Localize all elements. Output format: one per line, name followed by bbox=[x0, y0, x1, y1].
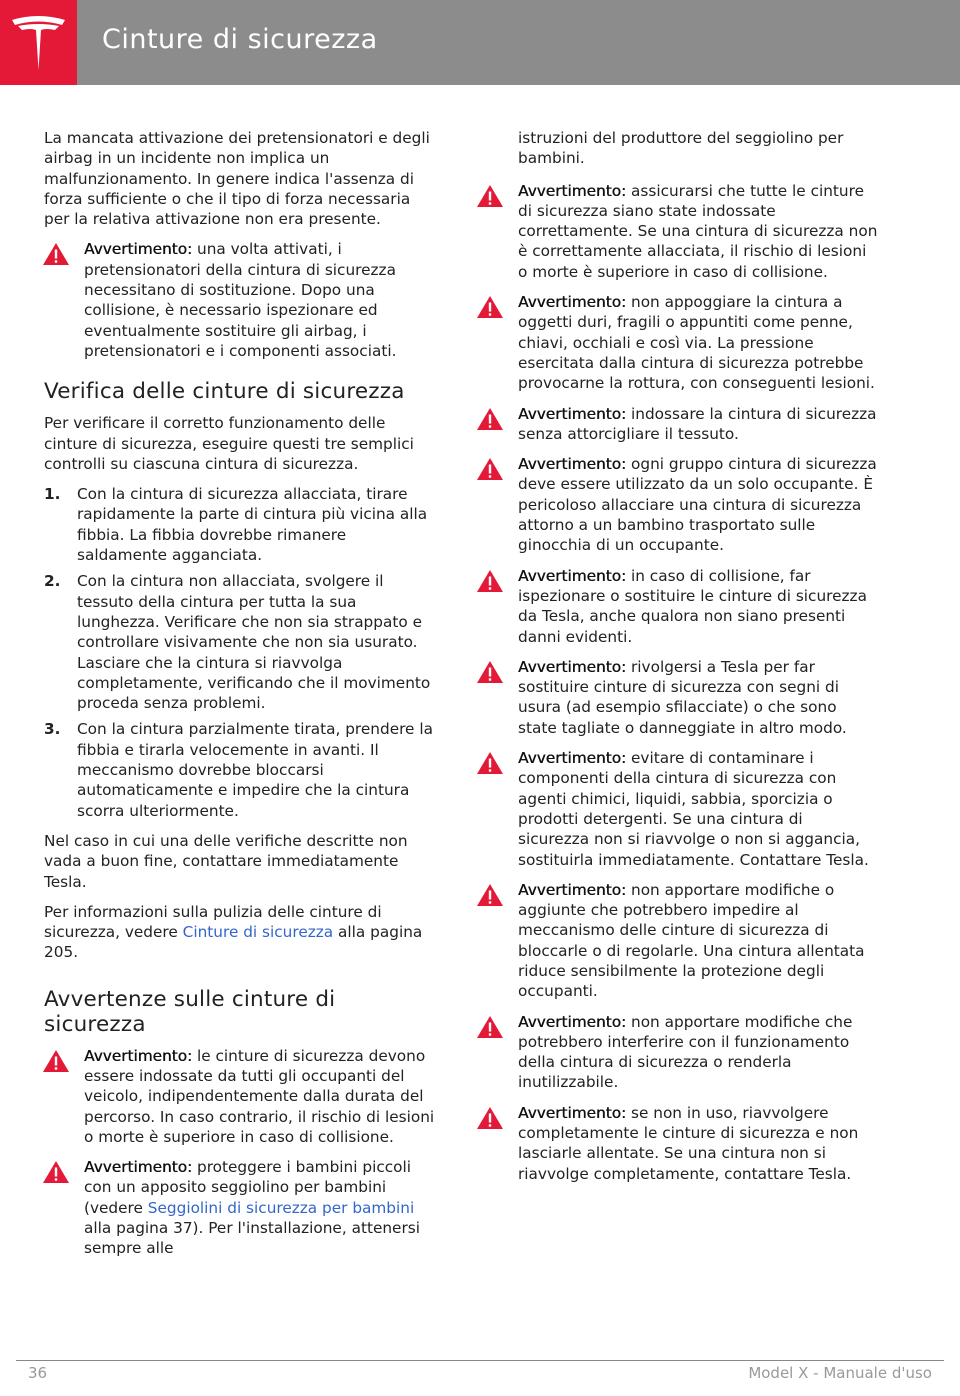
warning-label: Avvertimento: bbox=[84, 240, 193, 259]
warning-triangle-icon bbox=[477, 1016, 503, 1038]
warning-label: Avvertimento: bbox=[518, 404, 627, 423]
warning-text: non apportare modifiche che potrebbero interferire con il funzionamento della cintura di sicurezza o renderla inutilizzabile. bbox=[518, 1012, 853, 1092]
warning-label: Avvertimento: bbox=[518, 749, 627, 768]
warning-text: proteggere i bambini piccoli con un apposito seggiolino per bambini (vedere bbox=[84, 1158, 411, 1217]
warning-label: Avvertimento: bbox=[518, 181, 627, 200]
warning-block bbox=[478, 566, 878, 647]
warning-label: Avvertimento: bbox=[518, 880, 627, 899]
section-heading-avvertenze: Avvertenze sulle cinture di sicurezza bbox=[44, 986, 336, 1037]
warning-triangle-icon bbox=[477, 570, 503, 592]
steps-list bbox=[44, 484, 440, 821]
section-heading-verifica: Verifica delle cinture di sicurezza bbox=[44, 379, 405, 405]
list-item bbox=[44, 484, 440, 565]
warning-triangle-icon bbox=[477, 408, 503, 430]
warning-text: se non in uso, riavvolgere completamente le cinture di sicurezza e non lasciarle allentate. Se una cintura non si riavvolge completamente, contattare Tesla. bbox=[518, 1103, 859, 1183]
warning-triangle-icon bbox=[477, 185, 503, 207]
right-column bbox=[478, 128, 878, 1194]
warning-block bbox=[478, 181, 878, 282]
warning-text: in caso di collisione, far ispezionare o sostituire le cinture di sicurezza da Tesla, anche qualora non siano presenti danni evidenti. bbox=[518, 566, 867, 646]
step-text: Con la cintura non allacciata, svolgere il tessuto della cintura per tutta la sua lunghezza. Verificare che non sia strappato e controllare visivamente che non sia usurato. Lasciare che la cintura si riavvolga completamente, verificando che il movimento proceda senza problemi. bbox=[77, 572, 431, 713]
warning-triangle-icon bbox=[43, 1050, 69, 1072]
step-text: Con la cintura di sicurezza allacciata, tirare rapidamente la parte di cintura più vicina alla fibbia. La fibbia dovrebbe rimanere saldamente agganciata. bbox=[77, 485, 428, 565]
warning-triangle-icon bbox=[43, 1161, 69, 1183]
warning-text-end: alla pagina 37). Per l'installazione, attenersi sempre alle bbox=[84, 1219, 420, 1258]
cintures-cleaning-link[interactable]: Cinture di sicurezza bbox=[182, 923, 334, 942]
warning-triangle-icon bbox=[477, 752, 503, 774]
warning-block bbox=[44, 1046, 440, 1147]
header-band bbox=[77, 0, 960, 85]
section-intro: Per verificare il corretto funzionamento delle cinture di sicurezza, eseguire questi tre semplici controlli su ciascuna cintura di sicurezza. bbox=[44, 414, 414, 473]
page-title: Cinture di sicurezza bbox=[102, 24, 378, 55]
continuation-text: istruzioni del produttore del seggiolino per bambini. bbox=[518, 129, 844, 168]
step-number: 2. bbox=[44, 572, 61, 591]
warning-block bbox=[478, 404, 878, 445]
cleaning-text: Per informazioni sulla pulizia delle cinture di sicurezza, vedere bbox=[44, 902, 382, 942]
tesla-logo-icon bbox=[10, 14, 67, 72]
left-column bbox=[44, 128, 440, 1269]
warning-label: Avvertimento: bbox=[518, 566, 627, 585]
step-number: 3. bbox=[44, 720, 61, 739]
warning-block bbox=[478, 1103, 878, 1184]
warning-text: assicurarsi che tutte le cinture di sicurezza siano state indossate correttamente. Se una cintura di sicurezza non è correttamente allacciata, il rischio di lesioni o morte è superiore in caso di collisione. bbox=[518, 181, 878, 281]
warning-text: evitare di contaminare i componenti della cintura di sicurezza con agenti chimici, liquidi, sabbia, sporcizia o prodotti detergenti. Se una cintura di sicurezza non si riavvolge o non si aggancia, sostituirla immediatamente. Contattare Tesla. bbox=[518, 749, 869, 869]
warning-block bbox=[478, 657, 878, 738]
warning-label: Avvertimento: bbox=[84, 1158, 193, 1177]
list-item bbox=[44, 719, 440, 820]
cleaning-paragraph bbox=[44, 902, 440, 963]
intro-paragraph: La mancata attivazione dei pretensionatori e degli airbag in un incidente non implica un malfunzionamento. In genere indica l'assenza di forza sufficiente o che il tipo di forza necessaria per la relativa attivazione non era presente. bbox=[44, 129, 430, 229]
warning-label: Avvertimento: bbox=[518, 1103, 627, 1122]
step-text: Con la cintura parzialmente tirata, prendere la fibbia e tirarla velocemente in avanti. Il meccanismo dovrebbe bloccarsi automaticamente e impedire che la cintura scorra ulteriormente. bbox=[77, 720, 433, 820]
footer-divider bbox=[16, 1360, 944, 1361]
warning-text: una volta attivati, i pretensionatori della cintura di sicurezza necessitano di sostituzione. Dopo una collisione, è necessario ispezionare ed eventualmente sostituire gli airbag, i pretensionatori e i componenti associati. bbox=[84, 240, 397, 360]
warning-label: Avvertimento: bbox=[84, 1046, 193, 1065]
manual-name: Model X - Manuale d'uso bbox=[748, 1364, 932, 1382]
warning-block bbox=[478, 880, 878, 1002]
tesla-logo bbox=[0, 0, 77, 85]
warning-block bbox=[478, 292, 878, 393]
warning-label: Avvertimento: bbox=[518, 1012, 627, 1031]
child-seats-link[interactable]: Seggiolini di sicurezza per bambini bbox=[147, 1198, 415, 1217]
warning-block bbox=[44, 239, 440, 361]
warning-text: le cinture di sicurezza devono essere indossate da tutti gli occupanti del veicolo, indipendentemente dalla durata del percorso. In caso contrario, il rischio di lesioni o morte è superiore in caso di collisione. bbox=[84, 1046, 435, 1146]
warning-block bbox=[478, 454, 878, 555]
warning-triangle-icon bbox=[477, 884, 503, 906]
warning-text: indossare la cintura di sicurezza senza attorcigliare il tessuto. bbox=[518, 404, 877, 443]
warning-triangle-icon bbox=[477, 661, 503, 683]
warning-triangle-icon bbox=[477, 458, 503, 480]
list-item bbox=[44, 571, 440, 713]
warning-block bbox=[44, 1157, 440, 1258]
warning-block bbox=[478, 1012, 878, 1093]
cleaning-text-end: alla pagina 205. bbox=[44, 923, 423, 962]
warning-text: non apportare modifiche o aggiunte che potrebbero impedire al meccanismo delle cinture di sicurezza di bloccarle o di regolarle. Una cintura allentata riduce sensibilmente la protezione degli occupanti. bbox=[518, 880, 865, 1001]
warning-continuation bbox=[478, 128, 878, 169]
warning-triangle-icon bbox=[43, 243, 69, 265]
warning-triangle-icon bbox=[477, 1107, 503, 1129]
warning-label: Avvertimento: bbox=[518, 293, 627, 312]
warning-text: non appoggiare la cintura a oggetti duri, fragili o appuntiti come penne, chiavi, occhiali e così via. La pressione esercitata dalla cintura di sicurezza potrebbe provocarne la rottura, con conseguenti lesioni. bbox=[518, 293, 875, 393]
warning-block bbox=[478, 748, 878, 870]
fail-paragraph: Nel caso in cui una delle verifiche descritte non vada a buon fine, contattare immediatamente Tesla. bbox=[44, 831, 408, 891]
warning-text: ogni gruppo cintura di sicurezza deve essere utilizzato da un solo occupante. È pericoloso allacciare una cintura di sicurezza attorno a un bambino trasportato sulle ginocchia di un occupante. bbox=[518, 455, 877, 555]
warning-triangle-icon bbox=[477, 296, 503, 318]
step-number: 1. bbox=[44, 485, 61, 504]
page-number: 36 bbox=[28, 1364, 48, 1382]
warning-label: Avvertimento: bbox=[518, 455, 627, 474]
warning-label: Avvertimento: bbox=[518, 657, 627, 676]
warning-text: rivolgersi a Tesla per far sostituire cinture di sicurezza con segni di usura (ad esempio sfilacciate) o che sono state tagliate o danneggiate in altro modo. bbox=[518, 657, 847, 737]
